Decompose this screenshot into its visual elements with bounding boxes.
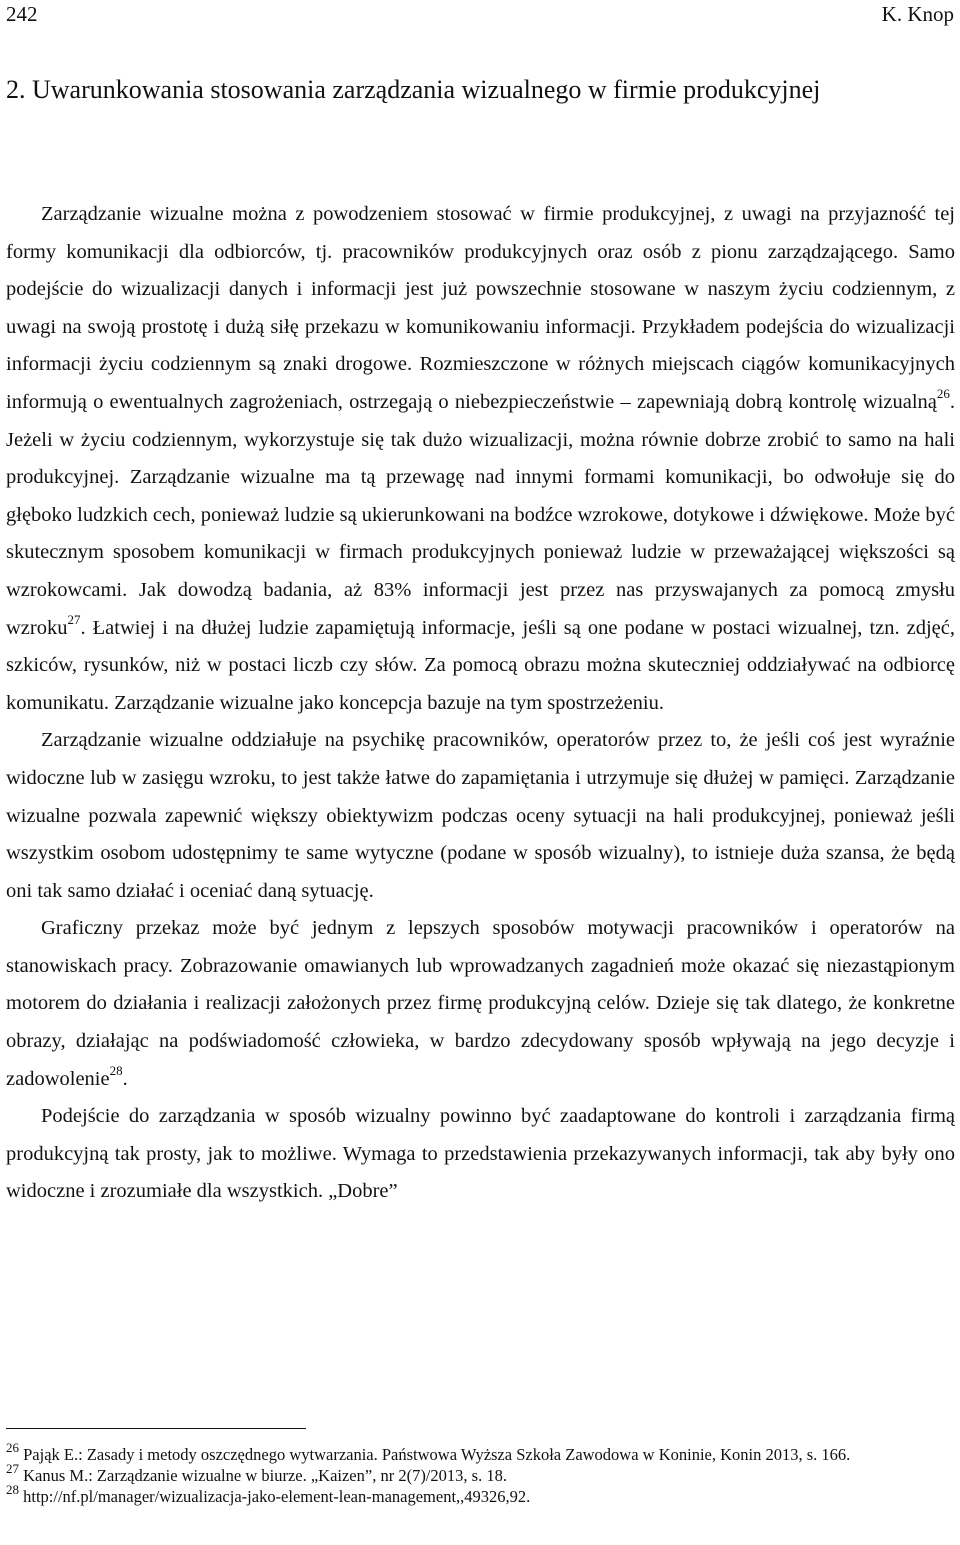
paragraph-text: . Łatwiej i na dłużej ludzie zapamiętują informacje, jeśli są one podane w postaci wizualnej, tzn. zdjęć, szkiców, rysunków, niż w postaci liczb czy słów. Za pomocą obrazu można skuteczniej oddziaływać na odbiorcę komunikatu. Zarządzanie wizualne jako koncepcja bazuje na tym spostrzeżeniu. [6, 616, 955, 714]
paragraph-text: Podejście do zarządzania w sposób wizualny powinno być zaadaptowane do kontroli i zarządzania firmą produkcyjną tak prosty, jak to możliwe. Wymaga to przedstawienia przekazywanych informacji, tak aby były ono widoczne i zrozumiałe dla wszystkich. „Dobre” [6, 1105, 955, 1203]
footnote-number: 26 [6, 1439, 19, 1455]
body-text [6, 196, 955, 1211]
body-paragraph [6, 196, 955, 722]
page-number: 242 [6, 2, 38, 26]
paragraph-text: . Jeżeli w życiu codziennym, wykorzystuje się tak dużo wizualizacji, można równie dobrze zrobić to samo na hali produkcyjnej. Zarządzanie wizualne ma tą przewagę nad innymi formami komunikacji, bo odwołuje się do głęboko ludzkich cech, ponieważ ludzie są ukierunkowani na bodźce wzrokowe, dotykowe i dźwiękowe. Może być skutecznym sposobem komunikacji w firmach produkcyjnych ponieważ ludzie w przeważającej większości są wzrokowcami. Jak dowodzą badania, aż 83% informacji jest przez nas przyswajanych za pomocą zmysłu wzroku [6, 390, 955, 639]
footnote-item [6, 1481, 955, 1507]
footnote-text: Kanus M.: Zarządzanie wizualne w biurze. „Kaizen”, nr 2(7)/2013, s. 18. [19, 1466, 507, 1485]
footnote-number: 27 [6, 1460, 19, 1476]
section-title: 2. Uwarunkowania stosowania zarządzania wizualnego w firmie produkcyjnej [6, 75, 821, 104]
footnote-item [6, 1460, 955, 1486]
paragraph-text: Zarządzanie wizualne można z powodzeniem stosować w firmie produkcyjnej, z uwagi na przyjazność tej formy komunikacji dla odbiorców, tj. pracowników produkcyjnych oraz osób z pionu zarządzającego. Samo podejście do wizualizacji danych i informacji jest już powszechnie stosowane w naszym życiu codziennym, z uwagi na swoją prostotę i dużą siłę przekazu w komunikowaniu informacji. Przykładem podejścia do wizualizacji informacji życiu codziennym są znaki drogowe. Rozmieszczone w różnych miejscach ciągów komunikacyjnych informują o ewentualnych zagrożeniach, ostrzegają o niebezpieczeństwie – zapewniają dobrą kontrolę wizualną [6, 203, 955, 413]
footnotes [6, 1439, 955, 1507]
footnote-number: 28 [6, 1481, 19, 1497]
footnote-reference[interactable]: 26 [936, 386, 950, 402]
running-header [6, 2, 954, 30]
body-paragraph [6, 1098, 955, 1211]
footnote-reference[interactable]: 28 [109, 1062, 123, 1078]
footnote-item [6, 1439, 955, 1465]
running-author: K. Knop [881, 2, 954, 26]
paragraph-text: . [122, 1067, 128, 1090]
footnote-reference[interactable]: 27 [67, 611, 81, 627]
paragraph-text: Zarządzanie wizualne oddziałuje na psychikę pracowników, operatorów przez to, że jeśli coś jest wyraźnie widoczne lub w zasięgu wzroku, to jest także łatwe do zapamiętania i utrzymuje się dłużej w pamięci. Zarządzanie wizualne pozwala zapewnić większy obiektywizm podczas oceny sytuacji na hali produkcyjnej, ponieważ jeśli wszystkim osobom udostępnimy te same wytyczne (podane w sposób wizualny), to istnieje duża szansa, że będą oni tak samo działać i oceniać daną sytuację. [6, 729, 955, 902]
paragraph-text: Graficzny przekaz może być jednym z lepszych sposobów motywacji pracowników i operatorów na stanowiskach pracy. Zobrazowanie omawianych lub wprowadzanych zagadnień może okazać się niezastąpionym motorem do działania i realizacji założonych przez firmę produkcyjną celów. Dzieje się tak dlatego, że konkretne obrazy, działając na podświadomość człowieka, w bardzo zdecydowany sposób wpływają na jego decyzje i zadowolenie [6, 917, 955, 1090]
footnote-text: Pająk E.: Zasady i metody oszczędnego wytwarzania. Państwowa Wyższa Szkoła Zawodowa w Koninie, Konin 2013, s. 166. [19, 1445, 851, 1464]
footnote-text: http://nf.pl/manager/wizualizacja-jako-element-lean-management,,49326,92. [19, 1487, 531, 1506]
body-paragraph [6, 722, 955, 910]
body-paragraph [6, 910, 955, 1098]
footnote-separator [6, 1428, 306, 1429]
